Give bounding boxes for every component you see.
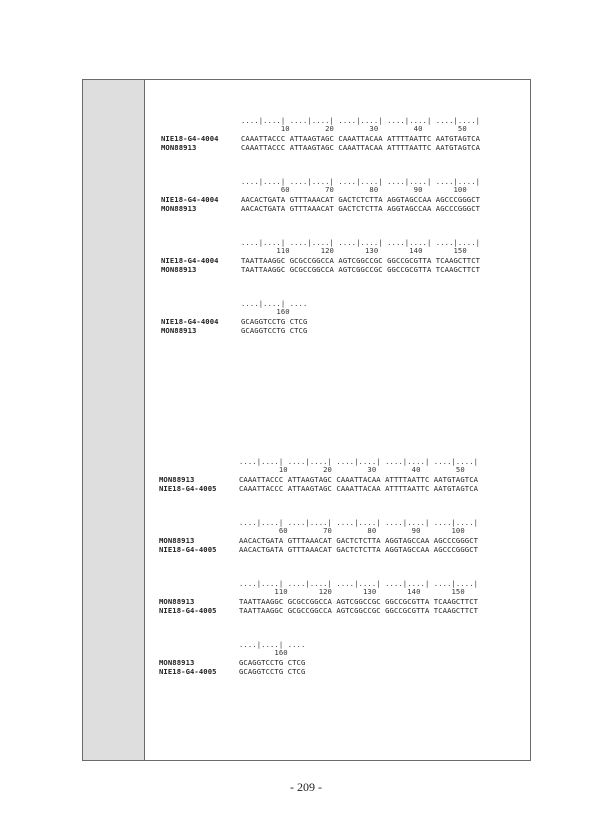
sequence-text: CAAATTACCC ATTAAGTAGC CAAATTACAA ATTTTAATTC AATGTAGTCA	[241, 134, 481, 143]
ruler-marks: ....|....| ....|....| ....|....| ....|....| ....|....|	[239, 518, 479, 527]
sequence-name: MON88913	[159, 536, 195, 545]
ruler-marks: ....|....| ....	[239, 640, 306, 649]
sequence-name: MON88913	[161, 326, 197, 335]
sequence-name: NIE18-G4-4004	[161, 256, 219, 265]
sequence-name: NIE18-G4-4004	[161, 195, 219, 204]
ruler-marks: ....|....| ....|....| ....|....| ....|....| ....|....|	[239, 579, 479, 588]
sequence-name: NIE18-G4-4005	[159, 606, 217, 615]
page-number: - 209 -	[290, 780, 322, 794]
ruler-marks: ....|....| ....|....| ....|....| ....|....| ....|....|	[241, 177, 481, 186]
sequence-name: MON88913	[161, 265, 197, 274]
sequence-name: MON88913	[161, 143, 197, 152]
sequence-text: AACACTGATA GTTTAAACAT GACTCTCTTA AGGTAGCCAA AGCCCGGGCT	[239, 545, 479, 554]
ruler-numbers: 10 20 30 40 50	[239, 465, 465, 474]
sequence-text: TAATTAAGGC GCGCCGGCCA AGTCGGCCGC GGCCGCGTTA TCAAGCTTCT	[239, 606, 479, 615]
sequence-text: CAAATTACCC ATTAAGTAGC CAAATTACAA ATTTTAATTC AATGTAGTCA	[239, 484, 479, 493]
sequence-name: NIE18-G4-4004	[161, 317, 219, 326]
ruler-marks: ....|....| ....|....| ....|....| ....|....| ....|....|	[241, 116, 481, 125]
sequence-text: GCAGGTCCTG CTCG	[239, 658, 306, 667]
sequence-text: AACACTGATA GTTTAAACAT GACTCTCTTA AGGTAGCCAA AGCCCGGGCT	[239, 536, 479, 545]
ruler-numbers: 110 120 130 140 150	[241, 246, 467, 255]
sequence-text: GCAGGTCCTG CTCG	[241, 326, 308, 335]
sequence-name: NIE18-G4-4005	[159, 667, 217, 676]
ruler-numbers: 60 70 80 90 100	[239, 526, 465, 535]
sequence-text: TAATTAAGGC GCGCCGGCCA AGTCGGCCGC GGCCGCGTTA TCAAGCTTCT	[241, 256, 481, 265]
ruler-numbers: 110 120 130 140 150	[239, 587, 465, 596]
ruler-numbers: 160	[239, 648, 288, 657]
sequence-text: GCAGGTCCTG CTCG	[239, 667, 306, 676]
sequence-name: NIE18-G4-4004	[161, 134, 219, 143]
ruler-numbers: 10 20 30 40 50	[241, 124, 467, 133]
sequence-text: TAATTAAGGC GCGCCGGCCA AGTCGGCCGC GGCCGCGTTA TCAAGCTTCT	[239, 597, 479, 606]
sequence-text: AACACTGATA GTTTAAACAT GACTCTCTTA AGGTAGCCAA AGCCCGGGCT	[241, 204, 481, 213]
ruler-numbers: 60 70 80 90 100	[241, 185, 467, 194]
left-sidebar-column	[83, 80, 145, 760]
sequence-text: GCAGGTCCTG CTCG	[241, 317, 308, 326]
ruler-marks: ....|....| ....	[241, 299, 308, 308]
sequence-text: TAATTAAGGC GCGCCGGCCA AGTCGGCCGC GGCCGCGTTA TCAAGCTTCT	[241, 265, 481, 274]
sequence-text: CAAATTACCC ATTAAGTAGC CAAATTACAA ATTTTAATTC AATGTAGTCA	[239, 475, 479, 484]
sequence-name: MON88913	[159, 475, 195, 484]
ruler-numbers: 160	[241, 307, 290, 316]
sequence-text: AACACTGATA GTTTAAACAT GACTCTCTTA AGGTAGCCAA AGCCCGGGCT	[241, 195, 481, 204]
ruler-marks: ....|....| ....|....| ....|....| ....|....| ....|....|	[239, 457, 479, 466]
sequence-name: NIE18-G4-4005	[159, 484, 217, 493]
sequence-text: CAAATTACCC ATTAAGTAGC CAAATTACAA ATTTTAATTC AATGTAGTCA	[241, 143, 481, 152]
sequence-name: MON88913	[161, 204, 197, 213]
ruler-marks: ....|....| ....|....| ....|....| ....|....| ....|....|	[241, 238, 481, 247]
sequence-name: NIE18-G4-4005	[159, 545, 217, 554]
sequence-name: MON88913	[159, 658, 195, 667]
sequence-name: MON88913	[159, 597, 195, 606]
page-frame	[82, 79, 531, 761]
